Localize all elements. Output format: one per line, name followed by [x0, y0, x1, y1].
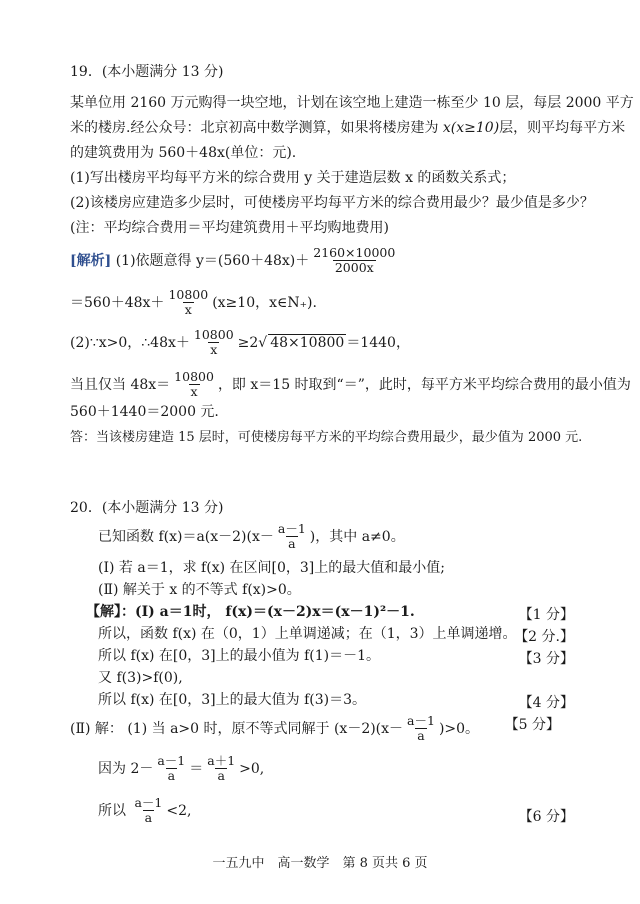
q19-line-2: 米的楼房.经公众号：北京初高中数学测算，如果将楼房建为 x(x≥10)层，则平均每平方米 [70, 120, 626, 136]
q20-given: 已知函数 f(x)＝a(x－2)(x－ $\frac{a-1}{a}$ )，其中 a≠0。 [98, 521, 405, 552]
sol19-line-3: (2)∵x>0，∴48x＋ $\frac{10800}{x}$ ≥2√ 48×10800 ＝1440， [70, 327, 410, 358]
page-footer: 一五九中 高一数学 第 8 页共 6 页 [212, 856, 428, 871]
sol20-line-6: (Ⅱ) 解： (1) 当 a>0 时，原不等式同解于 (x－2)(x－ $\frac{a-1}{a}$ )>0。 [70, 713, 480, 744]
score-5: 【5 分】 [504, 717, 560, 733]
sol20-line-1: 【解】：(Ⅰ) a＝1时， f(x)＝(x－2)x＝(x－1)²－1. [86, 604, 415, 620]
q20-part-2: (Ⅱ) 解关于 x 的不等式 f(x)>0。 [98, 582, 301, 598]
sol19-line-5: 560＋1440＝2000 元. [70, 404, 219, 420]
q19-line-5: (2)该楼房应建造多少层时，可使楼房平均每平方米的综合费用最少？最少值是多少？ [70, 195, 594, 211]
sol19-answer: 答：当该楼房建造 15 层时，可使楼房每平方米的平均综合费用最少，最少值为 2000 元. [70, 430, 583, 445]
score-4: 【4 分】 [518, 695, 574, 711]
q20-header: 20．(本小题满分 13 分) [70, 500, 224, 516]
q19-line-3: 的建筑费用为 560＋48x(单位：元). [70, 145, 297, 161]
q19-header: 19．(本小题满分 13 分) [70, 64, 224, 80]
solution-tag: [解析] [70, 252, 112, 269]
sol19-line-2: ＝560＋48x＋ $\frac{10800}{x}$ (x≥10，x∈N₊). [70, 287, 317, 318]
sol20-line-7: 因为 2－ $\frac{a-1}{a}$ ＝ $\frac{a+1}{a}$ >0, [98, 753, 265, 784]
q19-line-4: (1)写出楼房平均每平方米的综合费用 y 关于建造层数 x 的函数关系式； [70, 170, 516, 186]
score-3: 【3 分】 [518, 651, 574, 667]
score-2: 【2 分.】 [514, 629, 574, 645]
score-1: 【1 分】 [518, 607, 574, 623]
q19-line-6: (注：平均综合费用＝平均建筑费用＋平均购地费用) [70, 220, 389, 236]
fraction-area-cost: $\frac{2160\times 10000}{2000x}$ [313, 245, 396, 276]
sol20-line-3: 所以 f(x) 在[0，3]上的最小值为 f(1)＝－1。 [98, 648, 381, 664]
sol20-line-8: 所以 $\frac{a-1}{a}$ <2, [98, 795, 192, 826]
score-6: 【6 分】 [518, 809, 574, 825]
sol20-line-5: 所以 f(x) 在[0，3]上的最大值为 f(3)＝3。 [98, 692, 367, 708]
q20-part-1: (Ⅰ) 若 a＝1，求 f(x) 在区间[0，3]上的最大值和最小值; [98, 560, 445, 576]
q19-line-1: 某单位用 2160 万元购得一块空地，计划在该空地上建造一栋至少 10 层，每层 2000 平方 [70, 95, 634, 111]
sol19-line-4: 当且仅当 48x＝ $\frac{10800}{x}$ ，即 x＝15 时取到“＝”，此时，每平方米平均综合费用的最小值为 [70, 369, 631, 400]
sol20-line-2: 所以，函数 f(x) 在（0，1）上单调递减；在（1，3）上单调递增。 [98, 626, 517, 642]
sol19-line-1: [解析] (1)依题意得 y＝(560＋48x)＋ $\frac{2160\times 10000}{2000x}$ [70, 245, 396, 276]
sol20-line-4: 又 f(3)>f(0), [98, 670, 183, 686]
